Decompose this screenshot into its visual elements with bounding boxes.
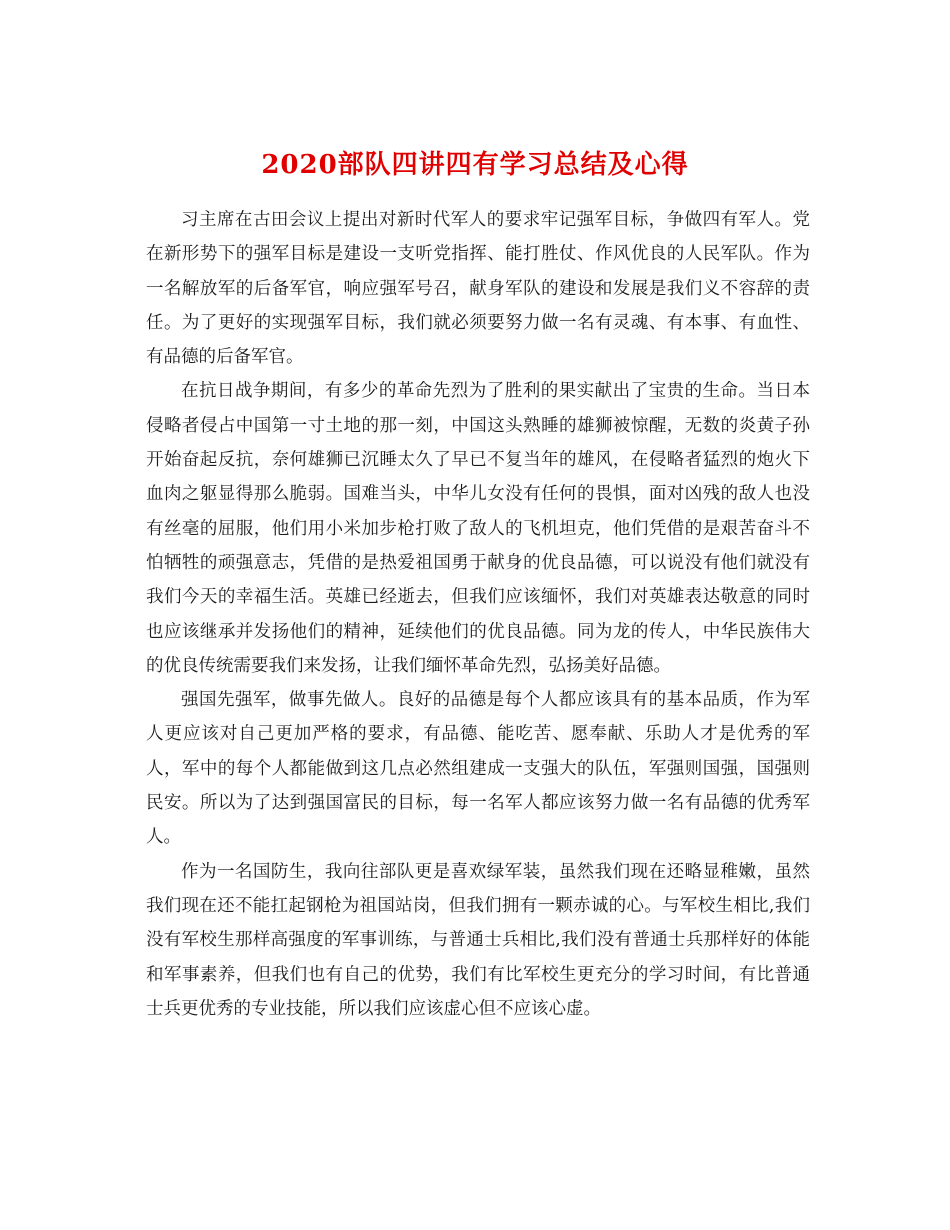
paragraph-4: 作为一名国防生，我向往部队更是喜欢绿军装，虽然我们现在还略显稚嫩，虽然我们现在还不能扛起钢枪为祖国站岗，但我们拥有一颗赤诚的心。与军校生相比,我们没有军校生那样高强度的军事训练，与普通士兵相比,我们没有普通士兵那样好的体能和军事素养，但我们也有自己的优势，我们有比军校生更充分的学习时间，有比普通士兵更优秀的专业技能，所以我们应该虚心但不应该心虚。	[146, 861, 810, 1019]
document-body	[146, 203, 810, 1026]
paragraph-1: 习主席在古田会议上提出对新时代军人的要求牢记强军目标，争做四有军人。党在新形势下的强军目标是建设一支听党指挥、能打胜仗、作风优良的人民军队。作为一名解放军的后备军官，响应强军号召，献身军队的建设和发展是我们义不容辞的责任。为了更好的实现强军目标，我们就必须要努力做一名有灵魂、有本事、有血性、有品德的后备军官。	[146, 210, 810, 368]
document-title: 2020部队四讲四有学习总结及心得	[261, 150, 689, 181]
paragraph-2: 在抗日战争期间，有多少的革命先烈为了胜利的果实献出了宝贵的生命。当日本侵略者侵占中国第一寸土地的那一刻，中国这头熟睡的雄狮被惊醒，无数的炎黄子孙开始奋起反抗，奈何雄狮已沉睡太久了早已不复当年的雄风，在侵略者猛烈的炮火下血肉之躯显得那么脆弱。国难当头，中华儿女没有任何的畏惧，面对凶残的敌人也没有丝毫的屈服，他们用小米加步枪打败了敌人的飞机坦克，他们凭借的是艰苦奋斗不怕牺牲的顽强意志，凭借的是热爱祖国勇于献身的优良品德，可以说没有他们就没有我们今天的幸福生活。英雄已经逝去，但我们应该缅怀，我们对英雄表达敬意的同时也应该继承并发扬他们的精神，延续他们的优良品德。同为龙的传人，中华民族伟大的优良传统需要我们来发扬，让我们缅怀革命先烈，弘扬美好品德。	[146, 381, 810, 676]
paragraph-3: 强国先强军，做事先做人。良好的品德是每个人都应该具有的基本品质，作为军人更应该对自己更加严格的要求，有品德、能吃苦、愿奉献、乐助人才是优秀的军人，军中的每个人都能做到这几点必然组建成一支强大的队伍，军强则国强，国强则民安。所以为了达到强国富民的目标，每一名军人都应该努力做一名有品德的优秀军人。	[146, 690, 810, 848]
